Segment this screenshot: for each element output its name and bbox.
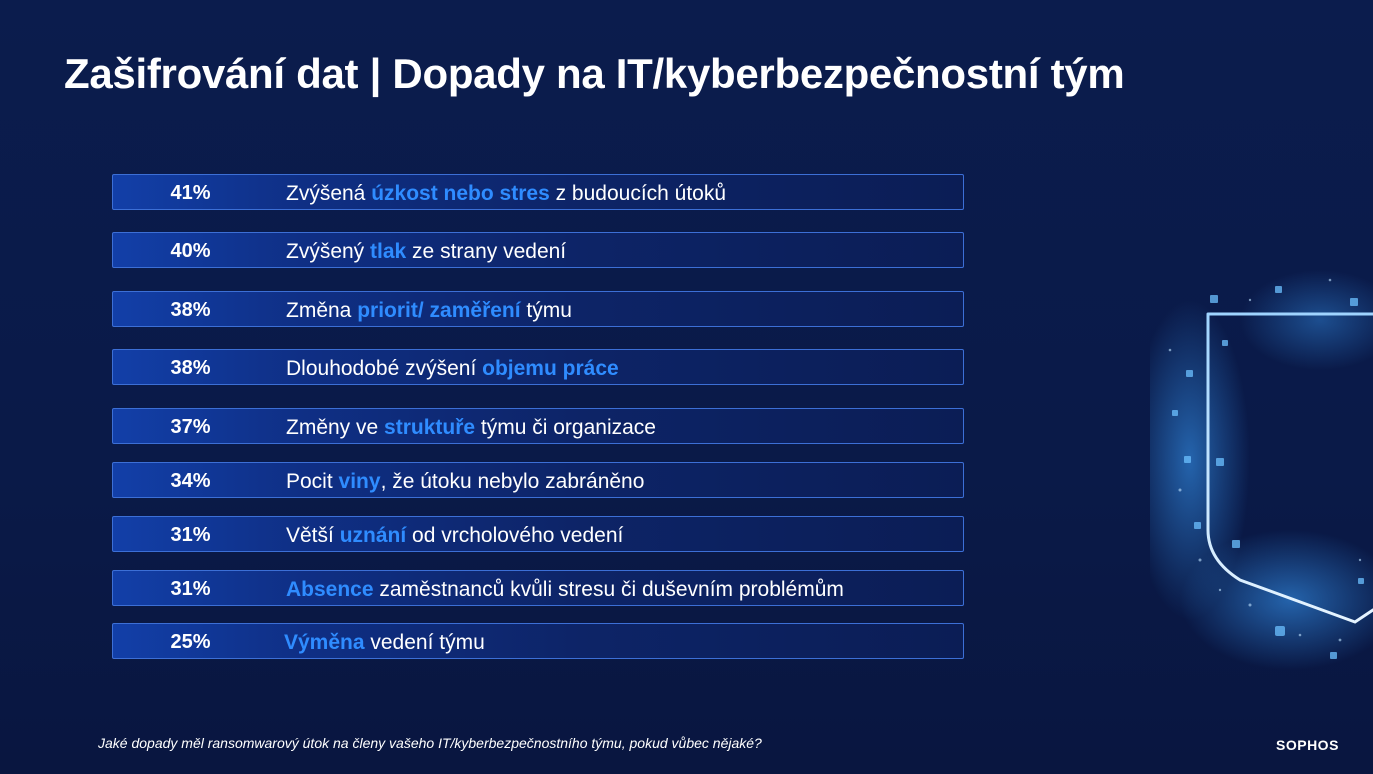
item-label (286, 470, 644, 494)
percentage: 41% (170, 182, 211, 204)
percentage: 34% (170, 470, 211, 492)
label-text: Pocit (286, 470, 339, 493)
item-label (286, 240, 566, 264)
list-item (112, 408, 964, 444)
label-highlight: priorit/ zaměření (357, 299, 521, 322)
label-text: Zvýšený (286, 240, 371, 263)
label-highlight: uznání (339, 524, 407, 547)
item-label (284, 631, 485, 655)
label-highlight: tlak (370, 240, 407, 263)
item-label (286, 578, 844, 602)
percentage: 38% (170, 357, 211, 379)
label-text: , že útoku nebylo zabráněno (380, 470, 645, 493)
list-item (112, 623, 964, 659)
percentage: 37% (170, 416, 211, 438)
list-item (112, 570, 964, 606)
percentage: 31% (170, 524, 211, 546)
label-text: zaměstnanců kvůli stresu či duševním problémům (373, 578, 844, 601)
item-label (286, 416, 656, 440)
label-text: Změna (286, 299, 358, 322)
percentage: 25% (170, 631, 211, 653)
list-item (112, 291, 964, 327)
label-highlight: Výměna (284, 631, 365, 654)
label-text: od vrcholového vedení (406, 524, 624, 547)
list-item (112, 462, 964, 498)
label-text: Zvýšená (286, 182, 372, 205)
item-label (286, 182, 726, 206)
label-text: týmu či organizace (475, 416, 656, 439)
label-highlight: viny (338, 470, 381, 493)
label-highlight: objemu práce (482, 357, 619, 380)
sophos-logo: SOPHOS (1276, 737, 1339, 753)
shield-graphic (1150, 260, 1373, 680)
label-text: ze strany vedení (406, 240, 567, 263)
label-text: vedení týmu (364, 631, 485, 654)
label-text: týmu (520, 299, 572, 322)
percentage: 31% (170, 578, 211, 600)
item-label (286, 524, 623, 548)
item-label (286, 299, 572, 323)
item-label (286, 357, 619, 381)
page-title: Zašifrování dat | Dopady na IT/kyberbezpečnostní tým (64, 50, 1125, 97)
label-text: Změny ve (286, 416, 385, 439)
list-item (112, 174, 964, 210)
label-text: Větší (286, 524, 340, 547)
survey-question: Jaké dopady měl ransomwarový útok na členy vašeho IT/kyberbezpečnostního týmu, pokud vůbec nějaké? (98, 735, 762, 751)
list-item (112, 232, 964, 268)
list-item (112, 516, 964, 552)
label-highlight: úzkost nebo stres (371, 182, 550, 205)
percentage: 38% (170, 299, 211, 321)
label-text: z budoucích útoků (549, 182, 727, 205)
list-item (112, 349, 964, 385)
label-text: Dlouhodobé zvýšení (286, 357, 483, 380)
percentage: 40% (170, 240, 211, 262)
label-highlight: struktuře (384, 416, 476, 439)
label-highlight: Absence (286, 578, 374, 601)
